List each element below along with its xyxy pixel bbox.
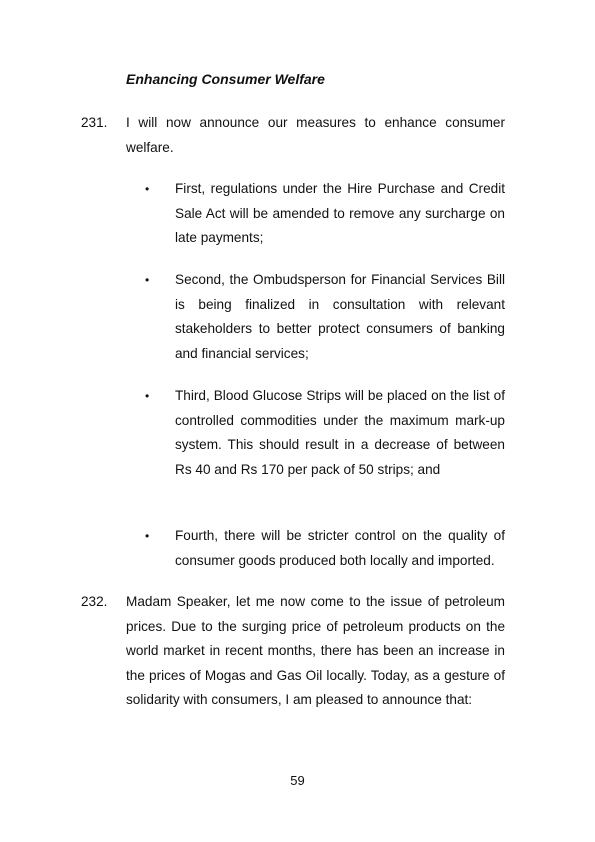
bullet-item: Fourth, there will be stricter control on the quality of consumer goods produced both locally and imported. xyxy=(175,528,505,568)
bullet-icon: • xyxy=(145,389,150,403)
section-heading: Enhancing Consumer Welfare xyxy=(126,71,325,87)
bullet-item: Third, Blood Glucose Strips will be placed on the list of controlled commodities under the maximum mark-up system. This should result in a decrease of between Rs 40 and Rs 170 per pack of 50 strips; and xyxy=(175,388,505,477)
paragraph-text: Madam Speaker, let me now come to the issue of petroleum prices. Due to the surging price of petroleum products on the world market in recent months, there has been an increase in the prices of Mogas and Gas Oil locally. Today, as a gesture of solidarity with consumers, I am pleased to announce that: xyxy=(126,594,505,707)
bullet-icon: • xyxy=(145,273,150,287)
paragraph-text: I will now announce our measures to enhance consumer welfare. xyxy=(126,115,505,155)
bullet-icon: • xyxy=(145,529,150,543)
page-number: 59 xyxy=(290,773,305,788)
bullet-icon: • xyxy=(145,182,150,196)
paragraph-number: 232. xyxy=(81,594,108,609)
bullet-item: First, regulations under the Hire Purchase and Credit Sale Act will be amended to remove any surcharge on late payments; xyxy=(175,181,505,245)
paragraph-number: 231. xyxy=(81,115,108,130)
bullet-item: Second, the Ombudsperson for Financial Services Bill is being finalized in consultation with relevant stakeholders to better protect consumers of banking and financial services; xyxy=(175,272,505,361)
